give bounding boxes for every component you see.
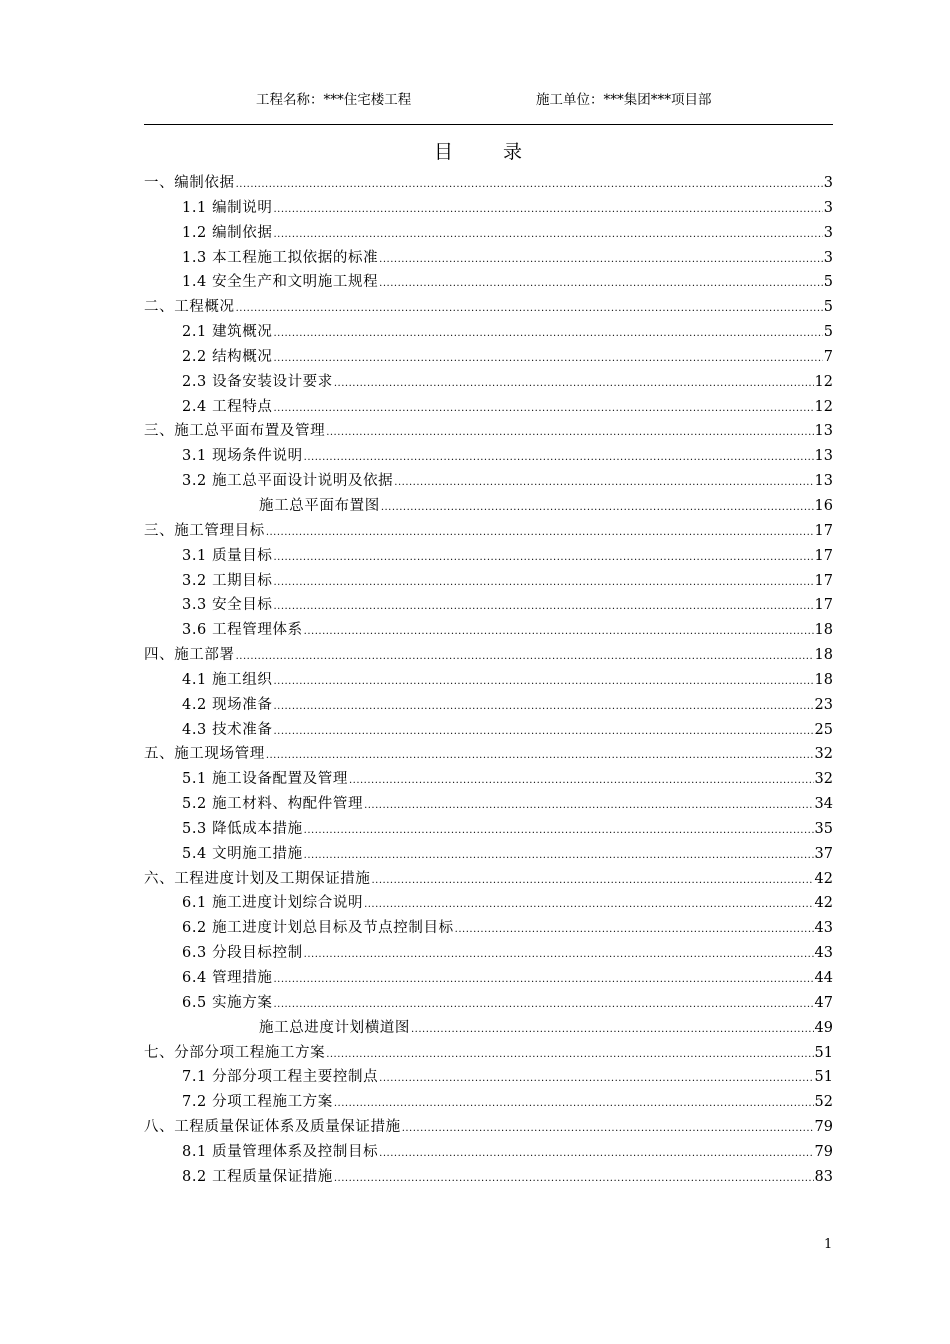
- toc-entry[interactable]: [144, 916, 833, 941]
- toc-entry-page: 32: [814, 771, 833, 788]
- dot-leader: [304, 943, 814, 968]
- toc-entry[interactable]: [144, 544, 833, 569]
- dot-leader: [273, 322, 822, 347]
- toc-entry-title: 6.1 施工进度计划综合说明: [182, 895, 364, 912]
- toc-entry[interactable]: [144, 395, 833, 420]
- toc-entry-page: 13: [814, 473, 833, 490]
- dot-leader: [326, 421, 813, 446]
- dot-leader: [349, 769, 814, 794]
- toc-entry-page: 3: [823, 249, 833, 266]
- dot-leader: [379, 1067, 813, 1092]
- toc-entry-page: 18: [814, 622, 833, 639]
- toc-entry[interactable]: [144, 792, 833, 817]
- toc-entry[interactable]: [144, 1140, 833, 1165]
- toc-entry[interactable]: [144, 1090, 833, 1115]
- toc-entry-page: 17: [814, 597, 833, 614]
- dot-leader: [273, 670, 813, 695]
- toc-entry-title: 6.3 分段目标控制: [182, 945, 303, 962]
- toc-entry-page: 42: [814, 870, 833, 887]
- toc-entry-title: 3.2 施工总平面设计说明及依据: [182, 473, 394, 490]
- toc-entry-page: 13: [814, 423, 833, 440]
- toc-entry-page: 7: [823, 348, 833, 365]
- toc-entry-page: 52: [814, 1094, 833, 1111]
- dot-leader: [304, 819, 814, 844]
- dot-leader: [379, 248, 823, 273]
- toc-entry-title: 1.3 本工程施工拟依据的标准: [182, 249, 379, 266]
- dot-leader: [411, 1018, 814, 1043]
- toc-entry[interactable]: [144, 569, 833, 594]
- toc-entry-page: 17: [814, 522, 833, 539]
- toc-entry-title: 一、编制依据: [144, 175, 235, 191]
- toc-entry-title: 六、工程进度计划及工期保证措施: [144, 870, 371, 887]
- toc-entry[interactable]: [144, 891, 833, 916]
- toc-entry-page: 35: [814, 820, 833, 837]
- toc-entry-page: 37: [814, 845, 833, 862]
- toc-entry-page: 49: [814, 1019, 833, 1036]
- toc-entry-title: 3.1 质量目标: [182, 547, 273, 564]
- toc-entry-page: 51: [814, 1069, 833, 1086]
- toc-entry[interactable]: [144, 171, 833, 196]
- toc-entry-title: 五、施工现场管理: [144, 746, 265, 763]
- toc-entry-title: 三、施工管理目标: [144, 522, 265, 539]
- toc-entry-page: 79: [814, 1143, 833, 1160]
- toc-entry-title: 1.2 编制依据: [182, 224, 273, 241]
- toc-entry-page: 25: [814, 721, 833, 738]
- toc-entry[interactable]: [144, 444, 833, 469]
- toc-entry-title: 3.6 工程管理体系: [182, 622, 303, 639]
- dot-leader: [326, 1043, 813, 1068]
- toc-entry-title: 4.1 施工组织: [182, 671, 273, 688]
- toc-entry-title: 3.3 安全目标: [182, 597, 273, 614]
- dot-leader: [273, 397, 813, 422]
- toc-entry[interactable]: [144, 1115, 833, 1140]
- toc-entry[interactable]: [144, 991, 833, 1016]
- toc-entry[interactable]: [144, 419, 833, 444]
- toc-entry-title: 1.1 编制说明: [182, 199, 273, 216]
- toc-entry[interactable]: [144, 196, 833, 221]
- toc-entry-title: 7.2 分项工程施工方案: [182, 1094, 333, 1111]
- toc-entry-title: 四、施工部署: [144, 647, 235, 664]
- toc-entry[interactable]: [144, 842, 833, 867]
- toc-entry-title: 5.1 施工设备配置及管理: [182, 771, 348, 788]
- toc-entry-page: 32: [814, 746, 833, 763]
- page-header: [0, 88, 950, 108]
- toc-entry-title: 4.2 现场准备: [182, 696, 273, 713]
- dot-leader: [364, 794, 813, 819]
- toc-entry-title: 八、工程质量保证体系及质量保证措施: [144, 1119, 401, 1136]
- toc-entry[interactable]: [144, 941, 833, 966]
- contractor-name: 施工单位：***集团***项目部: [536, 92, 712, 108]
- toc-entry[interactable]: [144, 867, 833, 892]
- toc-entry-title: 二、工程概况: [144, 299, 235, 316]
- dot-leader: [372, 869, 814, 894]
- toc-entry-title: 施工总平面布置图: [259, 497, 380, 514]
- dot-leader: [273, 720, 813, 745]
- toc-entry[interactable]: [144, 742, 833, 767]
- toc-entry-title: 8.2 工程质量保证措施: [182, 1168, 333, 1185]
- toc-entry[interactable]: [144, 1016, 833, 1041]
- toc-entry-title: 三、施工总平面布置及管理: [144, 423, 326, 440]
- dot-leader: [381, 496, 814, 521]
- toc-entry-title: 2.1 建筑概况: [182, 324, 273, 341]
- toc-entry[interactable]: [144, 966, 833, 991]
- dot-leader: [455, 918, 814, 943]
- toc-entry-page: 3: [823, 224, 833, 241]
- toc-entry[interactable]: [144, 469, 833, 494]
- toc-entry-page: 43: [814, 920, 833, 937]
- toc-entry-page: 12: [814, 373, 833, 390]
- dot-leader: [273, 198, 822, 223]
- dot-leader: [273, 968, 813, 993]
- toc-entry-page: 18: [814, 671, 833, 688]
- toc-entry[interactable]: [144, 270, 833, 295]
- toc-entry-title: 5.4 文明施工措施: [182, 845, 303, 862]
- toc-entry-page: 3: [823, 175, 833, 191]
- toc-entry-page: 18: [814, 647, 833, 664]
- toc-entry[interactable]: [144, 767, 833, 792]
- toc-entry-title: 1.4 安全生产和文明施工规程: [182, 274, 379, 291]
- toc-entry-page: 5: [823, 274, 833, 291]
- toc-entry-page: 79: [814, 1119, 833, 1136]
- toc-entry[interactable]: [144, 246, 833, 271]
- dot-leader: [304, 446, 814, 471]
- toc-entry[interactable]: [144, 643, 833, 668]
- dot-leader: [273, 347, 822, 372]
- dot-leader: [402, 1117, 814, 1142]
- toc-entry-page: 44: [814, 970, 833, 986]
- toc-entry-title: 6.4 管理措施: [182, 970, 273, 986]
- toc-entry-title: 6.5 实施方案: [182, 994, 273, 1011]
- toc-entry-page: 51: [814, 1044, 833, 1061]
- toc-entry-title: 2.4 工程特点: [182, 398, 273, 415]
- toc-entry-title: 七、分部分项工程施工方案: [144, 1044, 326, 1061]
- dot-leader: [379, 1142, 813, 1167]
- table-of-contents: [144, 171, 833, 1190]
- page-number: 1: [824, 1237, 833, 1252]
- dot-leader: [236, 297, 823, 322]
- toc-entry[interactable]: [144, 1065, 833, 1090]
- dot-leader: [273, 546, 813, 571]
- toc-entry[interactable]: [144, 295, 833, 320]
- toc-entry[interactable]: [144, 668, 833, 693]
- toc-entry-title: 3.2 工期目标: [182, 572, 273, 589]
- dot-leader: [334, 1092, 814, 1117]
- dot-leader: [334, 1167, 814, 1192]
- toc-entry-page: 16: [814, 497, 833, 514]
- toc-entry-title: 5.3 降低成本措施: [182, 820, 303, 837]
- toc-entry-page: 83: [814, 1168, 833, 1185]
- toc-entry-page: 34: [814, 796, 833, 813]
- toc-entry-page: 3: [823, 199, 833, 216]
- toc-entry-title: 施工总进度计划横道图: [259, 1019, 410, 1036]
- toc-entry-page: 5: [823, 324, 833, 341]
- toc-entry[interactable]: [144, 320, 833, 345]
- toc-entry[interactable]: [144, 519, 833, 544]
- toc-entry-page: 12: [814, 398, 833, 415]
- toc-entry[interactable]: [144, 370, 833, 395]
- toc-entry-title: 2.3 设备安装设计要求: [182, 373, 333, 390]
- toc-entry-page: 13: [814, 448, 833, 465]
- toc-entry[interactable]: [144, 817, 833, 842]
- toc-entry-title: 2.2 结构概况: [182, 348, 273, 365]
- toc-entry-page: 17: [814, 572, 833, 589]
- toc-entry[interactable]: [144, 345, 833, 370]
- toc-entry-page: 47: [814, 994, 833, 1011]
- toc-title: 目 录: [433, 141, 545, 163]
- header-divider: [144, 124, 833, 125]
- dot-leader: [236, 173, 823, 198]
- toc-entry[interactable]: [144, 221, 833, 246]
- toc-entry[interactable]: [144, 593, 833, 618]
- dot-leader: [304, 844, 814, 869]
- toc-entry-title: 3.1 现场条件说明: [182, 448, 303, 465]
- dot-leader: [273, 695, 813, 720]
- toc-entry[interactable]: [144, 618, 833, 643]
- toc-entry-title: 4.3 技术准备: [182, 721, 273, 738]
- toc-entry-title: 6.2 施工进度计划总目标及节点控制目标: [182, 920, 454, 937]
- toc-entry-page: 5: [823, 299, 833, 316]
- dot-leader: [379, 272, 823, 297]
- dot-leader: [266, 521, 814, 546]
- toc-entry-page: 42: [814, 895, 833, 912]
- toc-entry-page: 17: [814, 547, 833, 564]
- dot-leader: [364, 893, 813, 918]
- dot-leader: [304, 620, 814, 645]
- dot-leader: [266, 744, 814, 769]
- dot-leader: [236, 645, 814, 670]
- toc-entry[interactable]: [144, 693, 833, 718]
- toc-entry-page: 23: [814, 696, 833, 713]
- toc-entry-title: 7.1 分部分项工程主要控制点: [182, 1069, 379, 1086]
- dot-leader: [273, 223, 822, 248]
- toc-entry[interactable]: [144, 494, 833, 519]
- dot-leader: [273, 993, 813, 1018]
- toc-entry[interactable]: [144, 1041, 833, 1066]
- toc-entry[interactable]: [144, 718, 833, 743]
- toc-entry-title: 8.1 质量管理体系及控制目标: [182, 1143, 379, 1160]
- dot-leader: [273, 595, 813, 620]
- toc-entry[interactable]: [144, 1165, 833, 1190]
- project-name: 工程名称：***住宅楼工程: [256, 92, 412, 108]
- toc-entry-title: 5.2 施工材料、构配件管理: [182, 796, 364, 813]
- dot-leader: [394, 471, 813, 496]
- toc-entry-page: 43: [814, 945, 833, 962]
- dot-leader: [334, 372, 814, 397]
- dot-leader: [273, 571, 813, 596]
